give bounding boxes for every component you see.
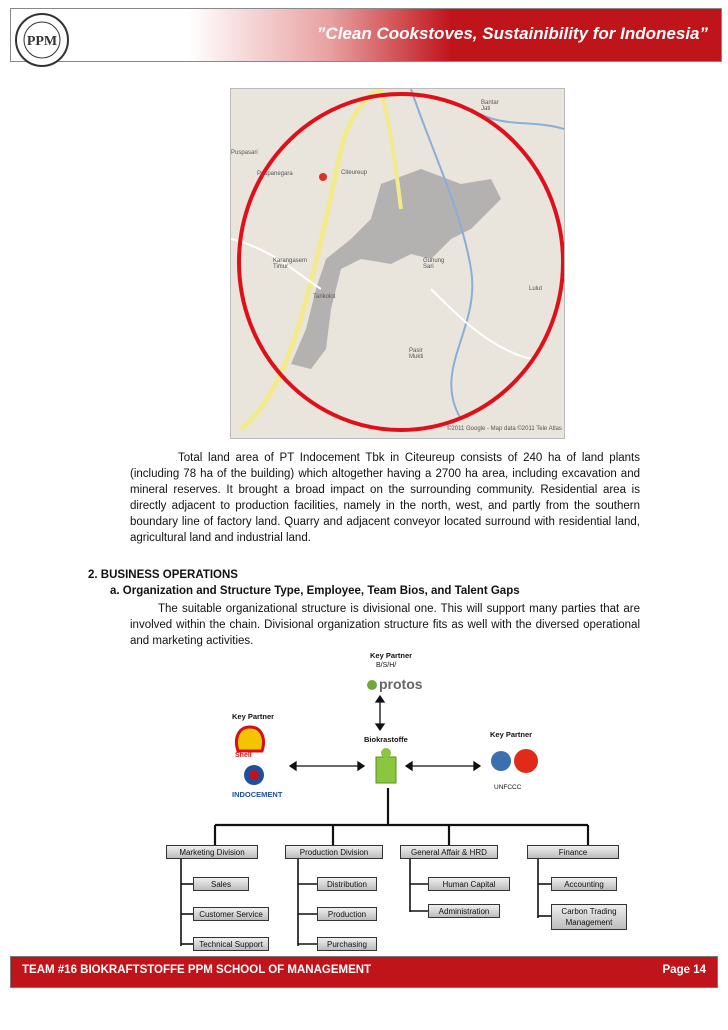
unit-distribution: Distribution: [317, 877, 377, 891]
shell-logo-text: Shell: [235, 752, 252, 759]
unfccc-label: UNFCCC: [494, 784, 522, 791]
map-label-karangasem: Karangasem Timur: [273, 258, 308, 270]
division-production: Production Division: [285, 845, 383, 859]
biokrastoffe-logo: [370, 747, 404, 785]
footer-page-number: Page 14: [662, 964, 706, 976]
key-partner-label-left: Key Partner: [232, 712, 275, 721]
division-finance: Finance: [527, 845, 619, 859]
paragraph-land-area: Total land area of PT Indocement Tbk in Citeureup consists of 240 ha of land plants (including 78 ha of the building) which altogether having a 2700 ha area, including excavation and mineral reserves. It brought a broad impact on the surrounding community. Residential area is directly adjacent to production facilities, namely in the north, west, and partly from the southern boundary line of factory land. Quarry and adjacent conveyor located surround with residential land, agricultural land and industrial land.: [130, 452, 640, 544]
map-label-puspanegara: Puspanegara: [257, 171, 293, 177]
map-label-pasir-mukti: Pasir Mukti: [409, 348, 424, 360]
unit-purchasing: Purchasing: [317, 937, 377, 951]
unit-accounting: Accounting: [551, 877, 617, 891]
unit-sales: Sales: [193, 877, 249, 891]
key-partner-label-top: Key Partner: [370, 651, 413, 660]
division-general-affair: General Affair & HRD: [400, 845, 498, 859]
division-marketing: Marketing Division: [166, 845, 258, 859]
center-label-biokrastoffe: Biokrastoffe: [364, 735, 408, 744]
protos-logo: protos: [366, 676, 416, 694]
section-heading-business-operations: 2. BUSINESS OPERATIONS: [88, 569, 238, 581]
map-label-lulut: Lulut: [529, 286, 543, 292]
paragraph-structure: The suitable organizational structure is divisional one. This will support many parties that are involved within the chain. Divisional organization structure fits as well with the diversed operational and marketing activities.: [130, 603, 640, 647]
unit-carbon-trading: Carbon Trading Management: [551, 904, 627, 930]
map-label-puspasari: Puspasari: [231, 150, 258, 156]
unit-technical-support: Technical Support: [193, 937, 269, 951]
map-label-bantar-jati: Bantar Jati: [481, 100, 499, 112]
unit-production: Production: [317, 907, 377, 921]
svg-text:PPM: PPM: [26, 34, 58, 49]
un-logo: [490, 745, 540, 783]
unit-administration: Administration: [428, 904, 500, 918]
unit-human-capital: Human Capital: [428, 877, 510, 891]
map-label-gunung-sari: Gunung Sari: [423, 258, 445, 270]
map-attribution: ©2011 Google - Map data ©2011 Tele Atlas: [447, 426, 562, 432]
footer-team-label: TEAM #16 BIOKRAFTSTOFFE PPM SCHOOL OF MANAGEMENT: [22, 964, 372, 976]
indocement-emblem-icon: [242, 763, 266, 787]
indocement-logo-text: INDOCEMENT: [232, 790, 283, 799]
unit-customer-service: Customer Service: [193, 907, 269, 921]
map-label-tarikolot: Tarikolot: [313, 294, 336, 300]
key-partner-label-right: Key Partner: [490, 730, 533, 739]
bsh-logo: B/S/H/: [376, 662, 397, 669]
header-title: ”Clean Cookstoves, Sustainibility for Indonesia”: [316, 24, 708, 43]
map-label-citeureup: Citeureup: [341, 170, 368, 176]
subsection-heading-organization: a. Organization and Structure Type, Employee, Team Bios, and Talent Gaps: [110, 585, 520, 597]
